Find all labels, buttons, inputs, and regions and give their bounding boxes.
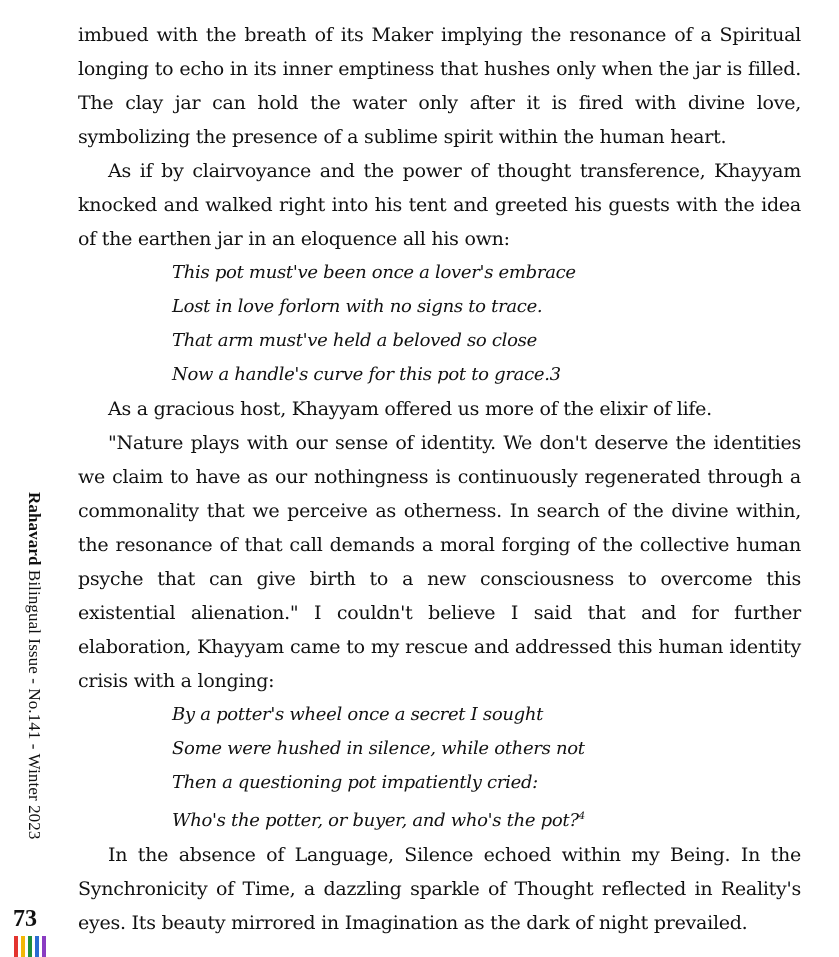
verse-line: Lost in love forlorn with no signs to trace. [172,296,543,317]
magazine-name: Rahavard [25,492,44,566]
verse-line: Some were hushed in silence, while others not [172,738,585,759]
color-bar [42,936,46,957]
footnote-marker[interactable]: 4 [578,811,585,822]
verse-line: Who's the potter, or buyer, and who's the pot?$^4$ [172,810,585,831]
color-bar [14,936,18,957]
verse-stanza [78,256,801,392]
verse-line: Now a handle's curve for this pot to grace.3 [172,364,561,385]
color-bar [35,936,39,957]
page-number: 73 [13,906,37,932]
paragraph: As if by clairvoyance and the power of thought transference, Khayyam knocked and walked right into his tent and greeted his guests with the idea of the earthen jar in an eloquence all his own: [78,160,801,250]
verse-line: That arm must've held a beloved so close [172,330,537,351]
color-bar [21,936,25,957]
color-bar [28,936,32,957]
color-bars-decoration [14,936,46,957]
paragraph: "Nature plays with our sense of identity. We don't deserve the identities we claim to have as our nothingness is continuously regenerated through a commonality that we perceive as otherness. In search of the divine within, the resonance of that call demands a moral forging of the collective human psyche that can give birth to a new consciousness to overcome this existential alienation." I couldn't believe I said that and for further elaboration, Khayyam came to my rescue and addressed this human identity crisis with a longing: [78,432,801,692]
paragraph: In the absence of Language, Silence echoed within my Being. In the Synchronicity of Time, a dazzling sparkle of Thought reflected in Reality's eyes. Its beauty mirrored in Imagination as the dark of night prevailed. [78,844,801,934]
paragraph: imbued with the breath of its Maker implying the resonance of a Spiritual longing to echo in its inner emptiness that hushes only when the jar is filled. The clay jar can hold the water only after it is fired with divine love, symbolizing the presence of a sublime spirit within the human heart. [78,24,801,148]
verse-line: Then a questioning pot impatiently cried: [172,772,538,793]
footnote-marker[interactable]: 3 [549,364,561,385]
verse-line: By a potter's wheel once a secret I sought [172,704,544,725]
issue-info: Bilingual Issue - No.141 - Winter 2023 [25,569,44,840]
verse-stanza [78,698,801,838]
paragraph: As a gracious host, Khayyam offered us more of the elixir of life. [108,398,712,420]
verse-line: This pot must've been once a lover's embrace [172,262,576,283]
running-head [24,492,44,839]
article-body [78,18,801,940]
